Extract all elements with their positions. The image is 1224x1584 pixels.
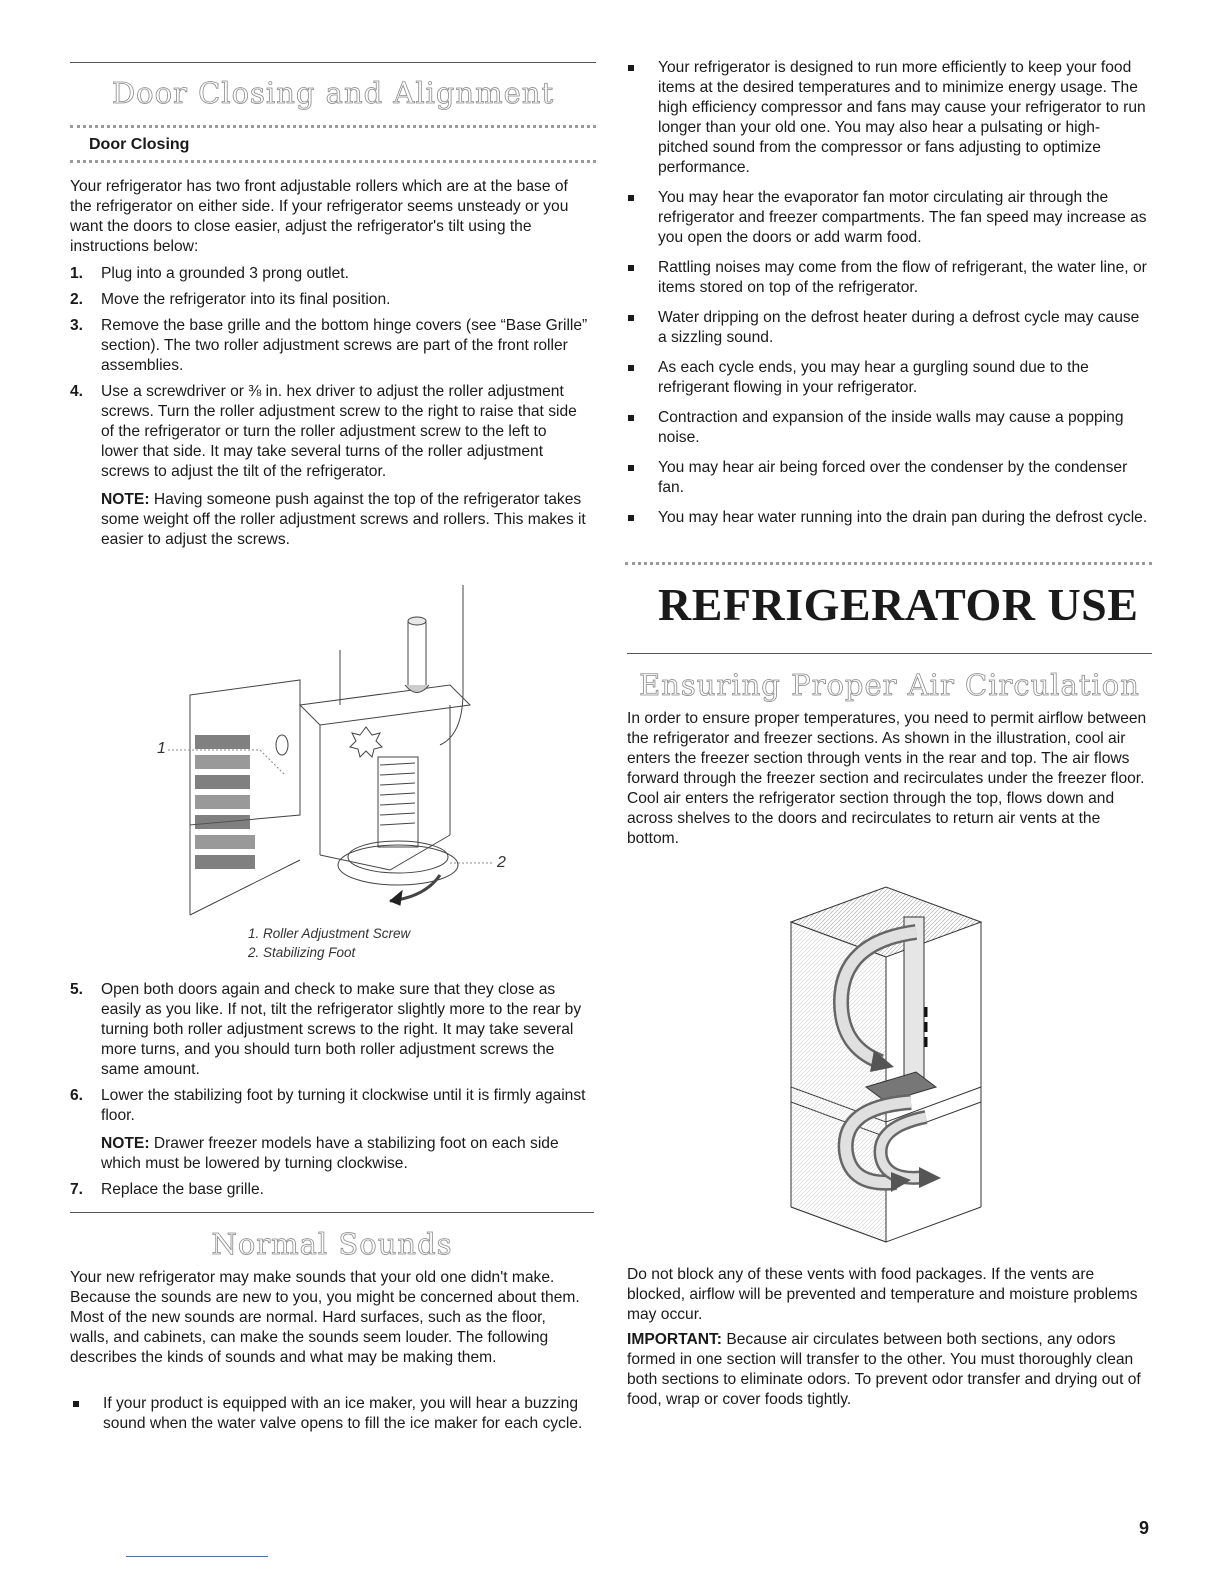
list-item: Water dripping on the defrost heater during a defrost cycle may cause a sizzling sound.: [625, 308, 1150, 348]
list-item: You may hear air being forced over the condenser by the condenser fan.: [625, 458, 1150, 498]
list-item: 3. Remove the base grille and the bottom hinge covers (see “Base Grille” section). The two roller adjustment screws are part of the front roller assemblies.: [70, 317, 588, 374]
roller-adjustment-illustration: [150, 585, 520, 920]
normal-sounds-intro: Your new refrigerator may make sounds that your old one didn't make. Because the sounds are new to you, you might be concerned about them. Most of the new sounds are normal. Hard surfaces, such as the floor, walls, and cabinets, can make the sounds seem louder. The following describes the kinds of sounds and what may be making them.: [70, 1269, 580, 1366]
air-circulation-title: Ensuring Proper Air Circulation: [639, 668, 1140, 702]
figure-caption-1: 1. Roller Adjustment Screw: [248, 926, 411, 941]
list-item: 7. Replace the base grille.: [70, 1181, 264, 1198]
list-item: 4. Use a screwdriver or ⅜ in. hex driver to adjust the roller adjustment screws. Turn the roller adjustment screw to the right to raise that side of the refrigerator or turn the roller adjustment screw to the left to lower that side. It may take several turns of the roller adjustment screws to adjust the tilt of the refrigerator.: [70, 383, 577, 480]
list-item: You may hear water running into the drain pan during the defrost cycle.: [625, 508, 1150, 528]
list-item: Contraction and expansion of the inside walls may cause a popping noise.: [625, 408, 1150, 448]
callout-2-label: 2: [497, 854, 506, 871]
callout-1-label: 1: [157, 740, 166, 757]
list-item: If your product is equipped with an ice maker, you will hear a buzzing sound when the water valve opens to fill the ice maker for each cycle.: [70, 1394, 588, 1434]
door-steps-list-2: [70, 980, 588, 1200]
door-closing-alignment-title: Door Closing and Alignment: [111, 76, 555, 110]
figure-caption-2: 2. Stabilizing Foot: [248, 945, 356, 960]
note-1: NOTE: Having someone push against the top of the refrigerator takes some weight off the roller adjustment screws and rollers. This makes it easier to adjust the screws.: [101, 491, 586, 548]
list-item: 2. Move the refrigerator into its final position.: [70, 291, 391, 308]
door-closing-subheading: Door Closing: [89, 136, 190, 153]
door-steps-list: [70, 264, 588, 550]
important-note: IMPORTANT: Because air circulates between both sections, any odors formed in one section will transfer to the other. You must thoroughly clean both sections to eliminate odors. To prevent odor transfer and drying out of food, wrap or cover foods tightly.: [627, 1331, 1141, 1408]
sound-bullets: [625, 58, 1150, 528]
airflow-illustration: [786, 882, 986, 1248]
list-item: You may hear the evaporator fan motor circulating air through the refrigerator and freezer compartments. The fan speed may increase as you open the doors or add warm food.: [625, 188, 1150, 248]
list-item: As each cycle ends, you may hear a gurgling sound due to the refrigerant flowing in your refrigerator.: [625, 358, 1150, 398]
list-item: 5. Open both doors again and check to make sure that they close as easily as you like. If not, tilt the refrigerator slightly more to the rear by turning both roller adjustment screws to the right. It may take several more turns, and you should turn both roller adjustment screws the same amount.: [70, 981, 582, 1078]
door-closing-intro: Your refrigerator has two front adjustable rollers which are at the base of the refrigerator on either side. If your refrigerator seems unsteady or you want the doors to close easier, adjust the refrigerator's tilt using the instructions below:: [70, 178, 569, 255]
normal-sounds-title: Normal Sounds: [211, 1227, 453, 1261]
page-number: 9: [1139, 1518, 1150, 1538]
list-item: 1. Plug into a grounded 3 prong outlet.: [70, 265, 349, 282]
list-item: Your refrigerator is designed to run more efficiently to keep your food items at the desired temperatures and to minimize energy usage. The high efficiency compressor and fans may cause your refrigerator to run longer than your old one. You may also hear a pulsating or high-pitched sound from the compressor or fans adjusting to optimize performance.: [625, 58, 1150, 178]
refrigerator-use-heading: REFRIGERATOR USE: [658, 579, 1139, 630]
list-item: Rattling noises may come from the flow of refrigerant, the water line, or items stored on top of the refrigerator.: [625, 258, 1150, 298]
list-item: 6. Lower the stabilizing foot by turning it clockwise until it is firmly against floor.: [70, 1087, 586, 1124]
air-circulation-after: Do not block any of these vents with food packages. If the vents are blocked, airflow will be prevented and temperature and moisture problems may occur.: [627, 1266, 1138, 1323]
air-circulation-intro: In order to ensure proper temperatures, you need to permit airflow between the refrigerator and freezer sections. As shown in the illustration, cool air enters the freezer section through vents in the rear and top. The air flows forward through the freezer section and recirculates under the freezer floor. Cool air enters the refrigerator section through the top, flows down and across shelves to the doors and recirculates to return air vents at the bottom.: [627, 710, 1147, 847]
note-2: NOTE: Drawer freezer models have a stabilizing foot on each side which must be lowered by turning clockwise.: [101, 1135, 559, 1172]
